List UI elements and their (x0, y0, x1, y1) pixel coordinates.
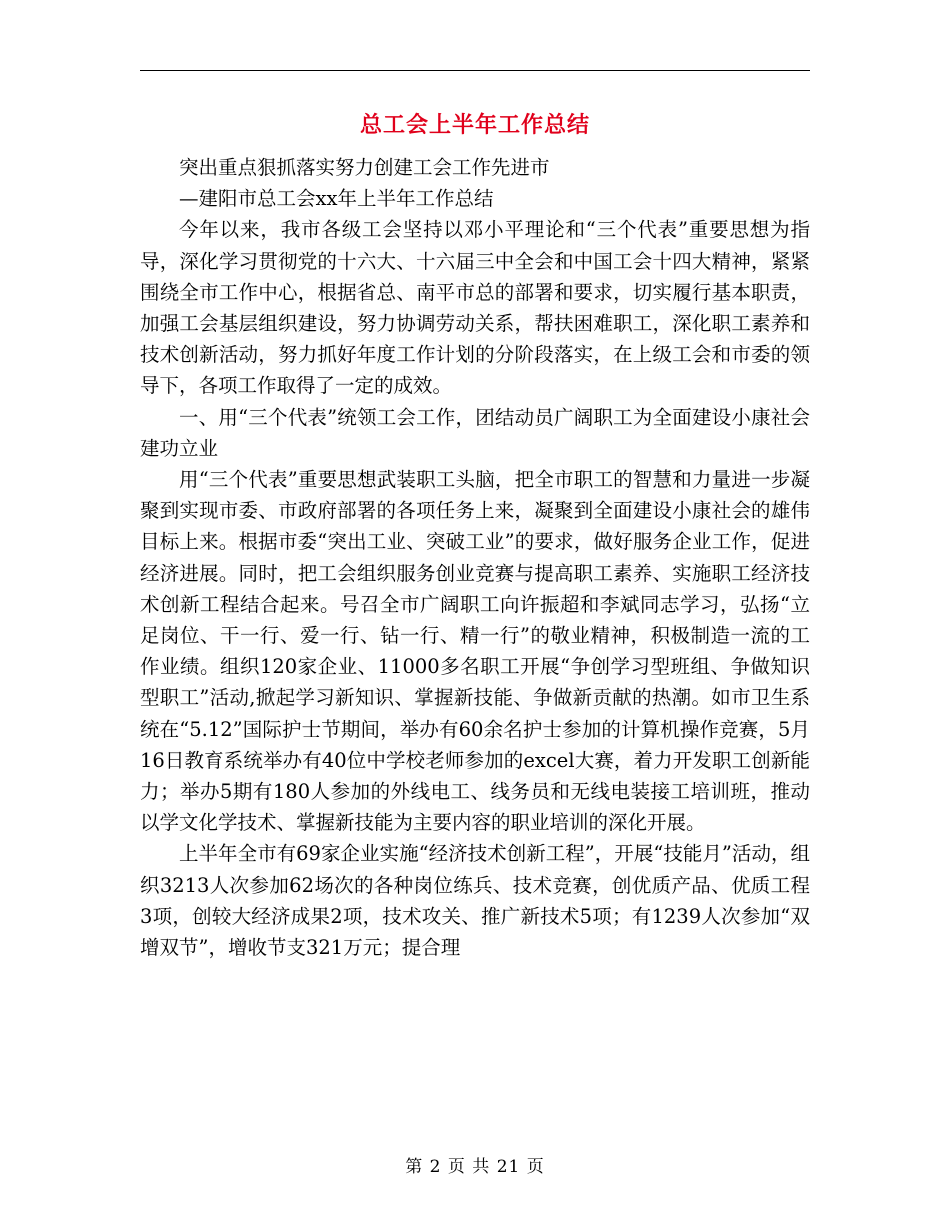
paragraph-intro: 今年以来，我市各级工会坚持以邓小平理论和“三个代表”重要思想为指导，深化学习贯彻党的十六大、十六届三中全会和中国工会十四大精神，紧紧围绕全市工作中心，根据省总、南平市总的部署和要求，切实履行基本职责，加强工会基层组织建设，努力协调劳动关系，帮扶困难职工，深化职工素养和技术创新活动，努力抓好年度工作计划的分阶段落实，在上级工会和市委的领导下，各项工作取得了一定的成效。 (140, 218, 810, 398)
paragraph-section-1: 用“三个代表”重要思想武装职工头脑，把全市职工的智慧和力量进一步凝聚到实现市委、市政府部署的各项任务上来，凝聚到全面建设小康社会的雄伟目标上来。根据市委“突出工业、突破工业”的要求，做好服务企业工作，促进经济进展。同时，把工会组织服务创业竞赛与提高职工素养、实施职工经济技术创新工程结合起来。号召全市广阔职工向许振超和李斌同志学习，弘扬“立足岗位、干一行、爱一行、钻一行、精一行”的敬业精神，积极制造一流的工作业绩。组织120家企业、11000多名职工开展“争创学习型班组、争做知识型职工”活动,掀起学习新知识、掌握新技能、争做新贡献的热潮。如市卫生系统在“5.12”国际护士节期间，举办有60余名护士参加的计算机操作竞赛，5月16日教育系统举办有40位中学校老师参加的excel大赛，着力开发职工创新能力；举办5期有180人参加的外线电工、线务员和无线电装接工培训班，推动以学文化学技术、掌握新技能为主要内容的职业培训的深化开展。 (140, 468, 810, 835)
page-number-footer: 第 2 页 共 21 页 (405, 1157, 545, 1177)
paragraph-section-1-cont: 上半年全市有69家企业实施“经济技术创新工程”，开展“技能月”活动，组织3213人次参加62场次的各种岗位练兵、技术竞赛，创优质产品、优质工程3项，创较大经济成果2项，技术攻关、推广新技术5项；有1239人次参加“双增双节”，增收节支321万元；提合理 (140, 842, 810, 960)
header-rule (140, 70, 810, 71)
subtitle-line-1: 突出重点狠抓落实努力创建工会工作先进市 (179, 156, 550, 179)
subtitle-line-2: —建阳市总工会xx年上半年工作总结 (179, 187, 494, 211)
document-body (140, 152, 810, 963)
document-title: 总工会上半年工作总结 (359, 112, 590, 138)
section-heading-1: 一、用“三个代表”统领工会工作，团结动员广阔职工为全面建设小康社会建功立业 (140, 405, 810, 460)
